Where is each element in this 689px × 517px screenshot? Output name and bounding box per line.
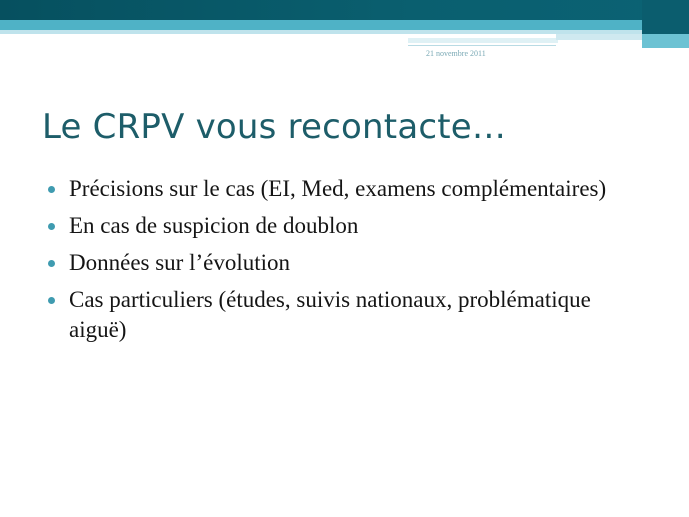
bullet-icon	[48, 260, 55, 267]
slide-title: Le CRPV vous recontacte…	[42, 107, 507, 147]
bullet-item	[48, 211, 648, 241]
slide-date: 21 novembre 2011	[426, 49, 486, 58]
banner-accent-line	[408, 45, 556, 46]
bullet-item	[48, 248, 648, 278]
header-banner	[0, 0, 689, 48]
bullet-text: Données sur l’évolution	[69, 250, 291, 275]
bullet-list	[48, 174, 648, 352]
banner-corner-accent	[642, 34, 689, 48]
bullet-icon	[48, 297, 55, 304]
bullet-item	[48, 285, 648, 345]
bullet-text: Cas particuliers (études, suivis nationaux, problématique aiguë)	[69, 287, 591, 342]
bullet-item	[48, 174, 648, 204]
bullet-icon	[48, 223, 55, 230]
banner-dark-band	[0, 0, 689, 20]
bullet-text: Précisions sur le cas (EI, Med, examens complémentaires)	[69, 176, 607, 201]
banner-teal-band	[0, 20, 689, 30]
banner-accent-bar	[408, 38, 558, 43]
banner-accent-bar	[556, 34, 642, 40]
bullet-icon	[48, 186, 55, 193]
bullet-text: En cas de suspicion de doublon	[69, 213, 359, 238]
